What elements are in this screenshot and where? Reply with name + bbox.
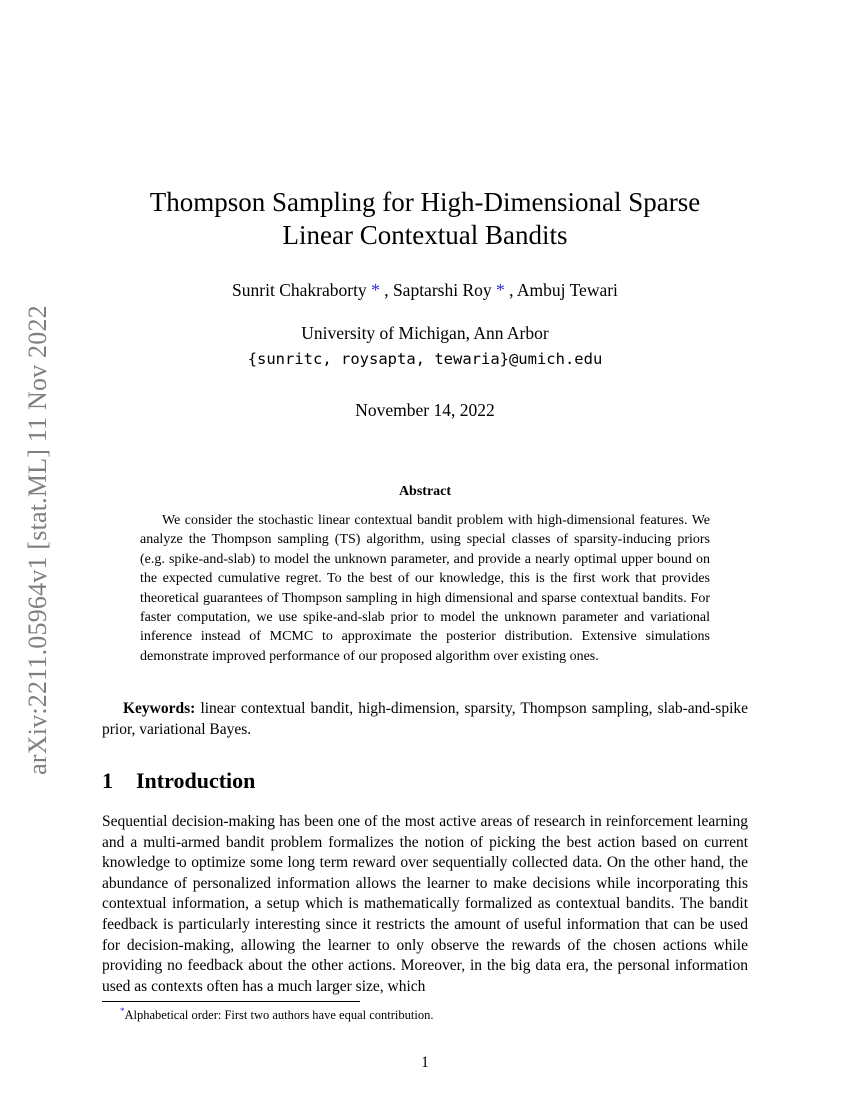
affiliation: University of Michigan, Ann Arbor bbox=[301, 323, 549, 343]
title-line-2: Linear Contextual Bandits bbox=[282, 220, 568, 250]
footnote-mark: * bbox=[120, 1006, 125, 1016]
section-heading bbox=[102, 768, 255, 794]
author-emails: {sunritc, roysapta, tewaria}@umich.edu bbox=[247, 350, 603, 368]
publication-date: November 14, 2022 bbox=[355, 400, 495, 420]
author-name: Ambuj Tewari bbox=[516, 280, 618, 300]
author-footnote-mark[interactable]: * bbox=[371, 280, 380, 300]
introduction-paragraph: Sequential decision-making has been one of the most active areas of research in reinforcement learning and a multi-armed bandit problem formalizes the notion of picking the best action based on current knowledge to optimize some long term reward over sequentially collected data. On the other hand, the abundance of personalized information allows the learner to make decisions while incorporating this contextual information, a setup which is mathematically formalized as contextual bandits. The bandit feedback is particularly interesting since it restricts the amount of useful information that can be used for decision-making, allowing the learner to only observe the rewards of the chosen actions while providing no feedback about the other actions. Moreover, in the big data era, the personal information used as contexts often has a much larger size, which bbox=[102, 813, 748, 995]
page-number: 1 bbox=[421, 1054, 429, 1071]
section-title: Introduction bbox=[136, 768, 256, 793]
abstract-heading: Abstract bbox=[398, 484, 452, 499]
footnote-divider bbox=[102, 1001, 360, 1002]
arxiv-identifier-stamp: arXiv:2211.05964v1 [stat.ML] 11 Nov 2022 bbox=[23, 305, 52, 775]
author-name: Saptarshi Roy bbox=[392, 280, 492, 300]
title-line-1: Thompson Sampling for High-Dimensional Sparse bbox=[149, 187, 701, 217]
paper-title bbox=[0, 186, 850, 252]
affiliation-block bbox=[0, 320, 850, 372]
keywords-paragraph bbox=[102, 699, 748, 740]
keywords-text: linear contextual bandit, high-dimension, sparsity, Thompson sampling, slab-and-spike prior, variational Bayes. bbox=[102, 700, 749, 738]
footnote-text: Alphabetical order: First two authors have equal contribution. bbox=[124, 1008, 434, 1023]
section-number: 1 bbox=[102, 768, 113, 793]
abstract-text: We consider the stochastic linear contextual bandit problem with high-dimensional features. We analyze the Thompson sampling (TS) algorithm, using special classes of sparsity-inducing priors (e.g. spike-and-slab) to model the unknown parameter, and provide a nearly optimal upper bound on the expected cumulative regret. To the best of our knowledge, this is the first work that provides theoretical guarantees of Thompson sampling in high dimensional and sparse contextual bandits. For faster computation, we use spike-and-slab prior to model the unknown parameter and variational inference instead of MCMC to approximate the posterior distribution. Extensive simulations demonstrate improved performance of our proposed algorithm over existing ones. bbox=[140, 513, 710, 664]
author-footnote-mark[interactable]: * bbox=[496, 280, 505, 300]
author-name: Sunrit Chakraborty bbox=[232, 280, 367, 300]
author-list: Sunrit Chakraborty * , Saptarshi Roy * , Ambuj Tewari bbox=[232, 280, 618, 300]
keywords-label: Keywords: bbox=[123, 700, 196, 717]
footnote bbox=[120, 1006, 433, 1023]
